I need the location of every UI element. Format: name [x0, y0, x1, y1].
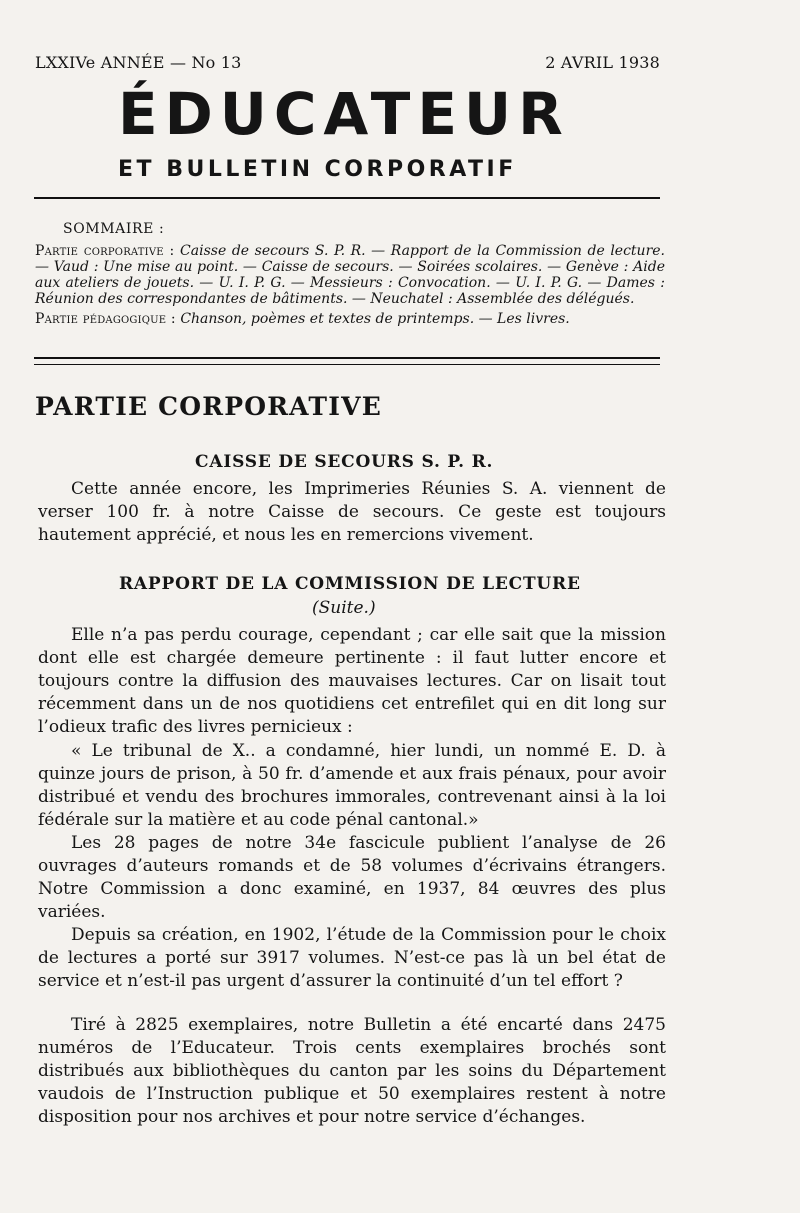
rapport-paragraph-3: Depuis sa création, en 1902, l’étude de la Commission pour le choix de lectures a porté sur 3917 volumes. N’est-ce pas là un bel état de service et n’est-il pas urgent d’assurer la continuité d’un tel effort ? — [38, 925, 666, 991]
top-rule — [34, 197, 660, 199]
summary-corporative — [35, 243, 665, 307]
summary-corporative-label: Partie corporative : — [35, 243, 175, 259]
rapport-paragraph-4: Tiré à 2825 exemplaires, notre Bulletin a été encarté dans 2475 numéros de l’Educateur. Trois cents exemplaires brochés sont distribués aux bibliothèques du canton par les soins du Département vaudois de l’Instruction publique et 50 exemplaires restent à notre disposition pour nos archives et pour notre service d’échanges. — [38, 1015, 666, 1127]
partie-corporative-heading: PARTIE CORPORATIVE — [35, 392, 382, 421]
publication-title: ÉDUCATEUR — [118, 80, 570, 148]
summary-pedagogique-label: Partie pédagogique : — [35, 311, 176, 327]
caisse-secours-heading: CAISSE DE SECOURS S. P. R. — [195, 452, 494, 472]
summary-pedagogique — [35, 311, 665, 327]
issue-info: LXXIVe ANNÉE — No 13 — [35, 53, 242, 72]
rapport-commission-subtitle: (Suite.) — [312, 598, 376, 618]
section-divider-bottom — [34, 364, 660, 365]
rapport-paragraph-1: Elle n’a pas perdu courage, cependant ; car elle sait que la mission dont elle est chargée demeure pertinente : il faut lutter encore et toujours contre la diffusion des mauvaises lectures. Car on lisait tout récemment dans un de nos quotidiens cet entrefilet qui en dit long sur l’odieux trafic des livres pernicieux : — [38, 625, 666, 737]
caisse-secours-paragraph: Cette année encore, les Imprimeries Réunies S. A. viennent de verser 100 fr. à notre Caisse de secours. Ce geste est toujours hautement apprécié, et nous les en remercions vivement. — [38, 479, 666, 545]
summary-corporative-text: Caisse de secours S. P. R. — Rapport de la Commission de lecture. — Vaud : Une mise au point. — Caisse de secours. — Soirées scolaires. — Genève : Aide aux ateliers de jouets. — U. I. P. G. — Messieurs : Convocation. — U. I. P. G. — Dames : Réunion des correspondantes de bâtiments. — Neuchatel : Assemblée des délégués. — [35, 243, 666, 307]
section-divider-top — [34, 357, 660, 359]
masthead — [118, 80, 598, 182]
table-of-contents — [35, 221, 665, 331]
rapport-quote: « Le tribunal de X.. a condamné, hier lundi, un nommé E. D. à quinze jours de prison, à 50 fr. d’amende et aux frais pénaux, pour avoir distribué et vendu des brochures immorales, contrevenant ainsi à la loi fédérale sur la matière et au code pénal cantonal.» — [38, 741, 666, 830]
rapport-commission-heading: RAPPORT DE LA COMMISSION DE LECTURE — [119, 574, 581, 594]
summary-title: SOMMAIRE : — [63, 221, 165, 237]
summary-pedagogique-text: Chanson, poèmes et textes de printemps. — Les livres. — [180, 311, 570, 327]
publication-subtitle: ET BULLETIN CORPORATIF — [118, 157, 517, 182]
rapport-paragraph-2: Les 28 pages de notre 34e fascicule publient l’analyse de 26 ouvrages d’auteurs romands et de 58 volumes d’écrivains étrangers. Notre Commission a donc examiné, en 1937, 84 œuvres des plus variées. — [38, 833, 666, 922]
issue-date: 2 AVRIL 1938 — [545, 53, 660, 72]
